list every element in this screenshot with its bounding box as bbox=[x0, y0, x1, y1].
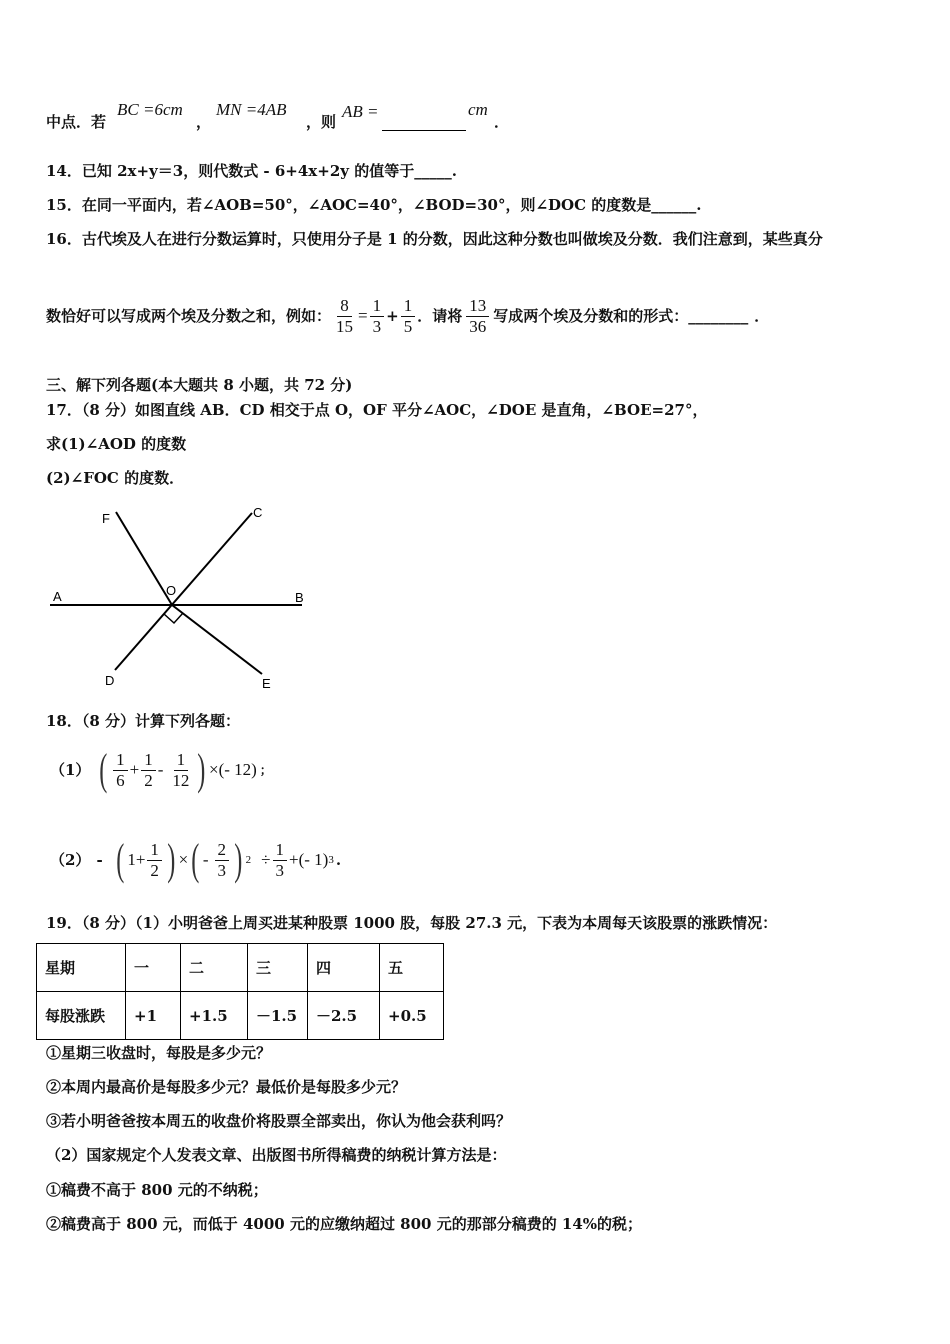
q13-unit: cm bbox=[468, 100, 488, 119]
q19-item-2: ②本周内最高价是每股多少元？最低价是每股多少元？ bbox=[46, 1078, 407, 1096]
q17-line3: (2)∠FOC 的度数． bbox=[46, 469, 185, 487]
label-d: D bbox=[105, 673, 115, 688]
q19-item-1: ①星期三收盘时，每股是多少元？ bbox=[46, 1044, 272, 1062]
table-cell: 一 bbox=[126, 944, 181, 992]
q15-text: 15．在同一平面内，若∠AOB=50°，∠AOC=40°，∠BOD=30°，则∠DOC 的度数是 bbox=[46, 196, 652, 214]
label-e: E bbox=[262, 676, 271, 690]
left-paren: ( bbox=[115, 835, 125, 884]
q13-expr-ab: AB = bbox=[342, 102, 379, 121]
q13-expr2 bbox=[216, 100, 287, 120]
q18-part1: （1） ( $\frac{1}{6}$ + $\frac{1}{2}$ - $\frac{1}{12}$ ) ×(- 12) ； bbox=[50, 745, 272, 794]
q13-expr-mn: MN =4AB bbox=[216, 100, 287, 119]
q13-sep1: ， bbox=[196, 113, 212, 131]
q17-line1: 17．（8 分）如图直线 AB．CD 相交于点 O，OF 平分∠AOC，∠DOE 是直角，∠BOE=27°， bbox=[46, 401, 708, 419]
right-paren: ) bbox=[167, 835, 176, 884]
q13-expr1 bbox=[117, 100, 183, 120]
q15-line: 15．在同一平面内，若∠AOB=50°，∠AOC=40°，∠BOD=30°，则∠DOC 的度数是______. bbox=[46, 196, 702, 214]
q13-end: ． bbox=[494, 113, 510, 131]
q16-line1: 16．古代埃及人在进行分数运算时，只使用分子是 1 的分数，因此这种分数也叫做埃及分数．我们注意到，某些真分 bbox=[46, 230, 823, 248]
q13-expr-bc: BC =6cm bbox=[117, 100, 183, 119]
table-cell: －2.5 bbox=[308, 992, 380, 1040]
left-paren: ( bbox=[191, 835, 200, 884]
q13-sep2: ，则 bbox=[306, 113, 337, 131]
q13-expr3 bbox=[342, 102, 379, 122]
q16-example-b: $\frac{1}{5}$ bbox=[401, 296, 416, 337]
table-cell: 星期 bbox=[37, 944, 126, 992]
q14-blank[interactable]: _____ bbox=[414, 162, 452, 180]
label-c: C bbox=[253, 505, 263, 520]
table-row bbox=[37, 992, 444, 1040]
section3-title: 三、解下列各题(本大题共 8 小题，共 72 分) bbox=[46, 376, 353, 394]
table-cell: 四 bbox=[308, 944, 380, 992]
q16-target-fraction: $\frac{13}{36}$ bbox=[466, 296, 489, 337]
label-o: O bbox=[166, 583, 177, 598]
table-cell: 二 bbox=[181, 944, 248, 992]
label-f: F bbox=[102, 511, 110, 526]
label-a: A bbox=[53, 589, 62, 604]
q14-line: 14．已知 2x+y＝3，则代数式 - 6+4x+2y 的值等于_____. bbox=[46, 162, 457, 180]
q15-blank[interactable]: ______ bbox=[651, 196, 697, 214]
q14-text: 14．已知 2x+y＝3，则代数式 - 6+4x+2y 的值等于 bbox=[46, 162, 415, 180]
q19-item-3: ③若小明爸爸按本周五的收盘价将股票全部卖出，你认为他会获利吗？ bbox=[46, 1112, 512, 1130]
stock-change-table bbox=[36, 943, 444, 1040]
table-cell: 五 bbox=[380, 944, 444, 992]
q18-part2: （2） - ( 1+ $\frac{1}{2}$ ) × ( - $\frac{2}{3}$ ) 2 ÷ $\frac{1}{3}$ + (- 1) 3 . bbox=[50, 835, 342, 884]
table-cell: +1 bbox=[126, 992, 181, 1040]
q16-blank[interactable]: ________ bbox=[688, 307, 749, 325]
right-angle-mark bbox=[164, 613, 183, 623]
q18-title: 18．（8 分）计算下列各题： bbox=[46, 712, 241, 730]
table-cell: 三 bbox=[248, 944, 308, 992]
q16-example-a: $\frac{1}{3}$ bbox=[370, 296, 385, 337]
q16-example-lhs: $\frac{8}{15}$ bbox=[336, 295, 354, 336]
right-paren: ) bbox=[197, 745, 206, 794]
q16-line2: 数恰好可以写成两个埃及分数之和，例如： $\frac{8}{15}$ = $\frac{1}{3}$ + $\frac{1}{5}$ ．请将 $\frac{13}{36}$ 写成两个埃及分数和的形式： ________ ． bbox=[46, 295, 770, 336]
table-cell: +1.5 bbox=[181, 992, 248, 1040]
line-cd bbox=[115, 513, 252, 670]
table-cell: －1.5 bbox=[248, 992, 308, 1040]
q19-item-5: ①稿费不高于 800 元的不纳税； bbox=[46, 1181, 268, 1199]
q19-item-4: （2）国家规定个人发表文章、出版图书所得稿费的纳税计算方法是： bbox=[46, 1146, 507, 1164]
label-b: B bbox=[295, 590, 304, 605]
q13-tail-line bbox=[46, 112, 106, 132]
ray-oe bbox=[172, 605, 262, 674]
table-cell: +0.5 bbox=[380, 992, 444, 1040]
q13-answer-blank[interactable] bbox=[382, 130, 466, 131]
table-header-row bbox=[37, 944, 444, 992]
right-paren: ) bbox=[234, 835, 243, 884]
q19-intro: 19．（8 分）（1）小明爸爸上周买进某种股票 1000 股，每股 27.3 元，下表为本周每天该股票的涨跌情况： bbox=[46, 914, 778, 932]
q17-line2: 求(1)∠AOD 的度数 bbox=[46, 435, 187, 453]
table-cell: 每股涨跌 bbox=[37, 992, 126, 1040]
q19-item-6: ②稿费高于 800 元，而低于 4000 元的应缴纳超过 800 元的那部分稿费的 14%的税； bbox=[46, 1215, 643, 1233]
left-paren: ( bbox=[99, 745, 108, 794]
q17-figure bbox=[40, 500, 320, 690]
ray-of bbox=[116, 512, 172, 605]
q13-prefix: 中点．若 bbox=[46, 113, 107, 131]
